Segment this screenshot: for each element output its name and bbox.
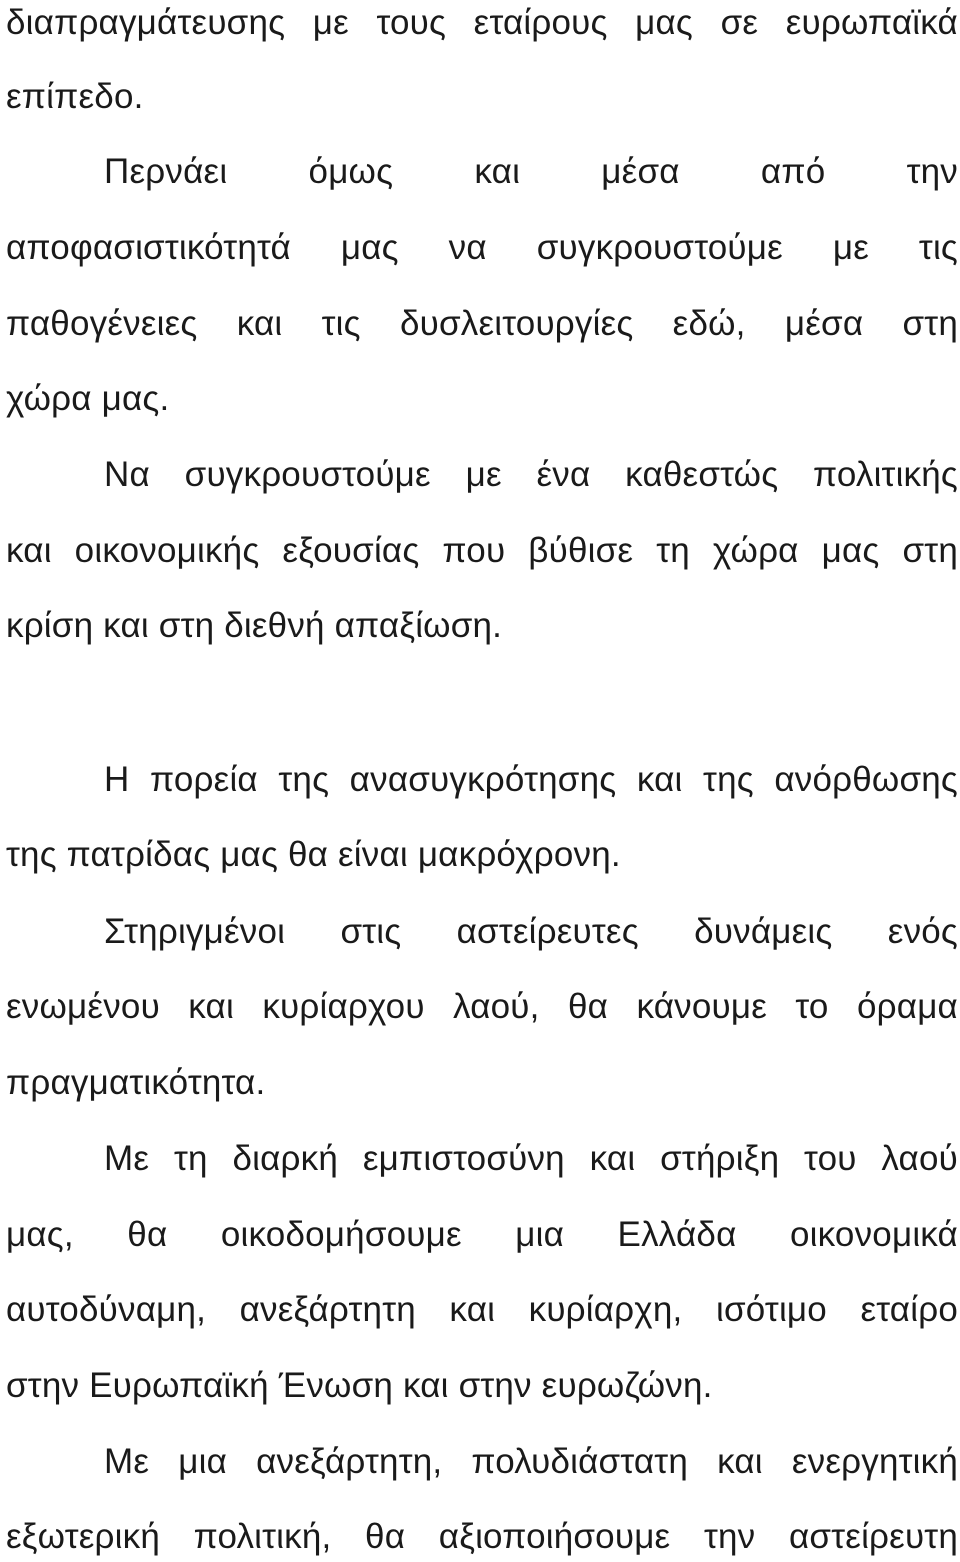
text-line: κρίση και στη διεθνή απαξίωση.: [6, 606, 503, 645]
text-line: παθογένειες και τις δυσλειτουργίες εδώ, μέσα στη: [6, 304, 958, 343]
text-line: εξωτερική πολιτική, θα αξιοποιήσουμε την αστείρευτη: [6, 1517, 958, 1556]
text-line: Να συγκρουστούμε με ένα καθεστώς πολιτικής: [104, 455, 958, 494]
text-line: διαπραγμάτευσης με τους εταίρους μας σε ευρωπαϊκά: [6, 3, 958, 42]
text-line: Με τη διαρκή εμπιστοσύνη και στήριξη του λαού: [104, 1139, 958, 1178]
text-line: στην Ευρωπαϊκή Ένωση και στην ευρωζώνη.: [6, 1366, 713, 1405]
text-line: μας, θα οικοδομήσουμε μια Ελλάδα οικονομικά: [6, 1215, 958, 1254]
text-line: Με μια ανεξάρτητη, πολυδιάστατη και ενεργητική: [104, 1442, 958, 1481]
text-line: χώρα μας.: [6, 379, 170, 418]
text-line: αποφασιστικότητά μας να συγκρουστούμε με τις: [6, 228, 958, 267]
text-line: ενωμένου και κυρίαρχου λαού, θα κάνουμε το όραμα: [6, 987, 958, 1026]
text-line: και οικονομικής εξουσίας που βύθισε τη χώρα μας στη: [6, 531, 958, 570]
text-line: Περνάει όμως και μέσα από την: [104, 152, 958, 191]
text-line: της πατρίδας μας θα είναι μακρόχρονη.: [6, 835, 621, 874]
text-line: αυτοδύναμη, ανεξάρτητη και κυρίαρχη, ισότιμο εταίρο: [6, 1290, 958, 1329]
text-line: Στηριγμένοι στις αστείρευτες δυνάμεις ενός: [104, 912, 958, 951]
text-line: επίπεδο.: [6, 77, 144, 116]
text-line: πραγματικότητα.: [6, 1063, 266, 1102]
text-line: Η πορεία της ανασυγκρότησης και της ανόρθωσης: [104, 760, 958, 799]
